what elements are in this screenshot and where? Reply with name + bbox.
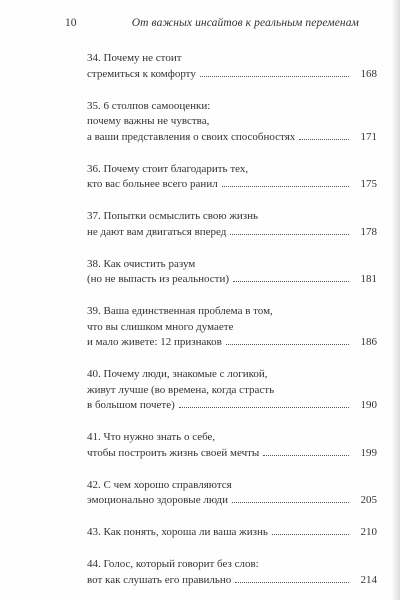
- dot-leader: [299, 139, 349, 140]
- toc-entry: [87, 367, 377, 414]
- toc-line: [87, 225, 377, 241]
- toc-line: [87, 557, 377, 573]
- toc-page-number: 175: [360, 178, 377, 190]
- toc-entry-title-line: 37. Попытки осмыслить свою жизнь: [87, 210, 259, 222]
- dot-leader: [272, 534, 349, 535]
- toc-entry: [87, 99, 377, 146]
- dot-leader: [263, 455, 349, 456]
- toc-line: [87, 209, 377, 225]
- dot-leader: [200, 76, 349, 77]
- toc-entry: [87, 304, 377, 351]
- toc-line: [87, 573, 377, 589]
- toc-entry-title-line: стремиться к комфорту: [87, 67, 196, 80]
- toc-page-number: 199: [360, 446, 377, 459]
- toc-entry: [87, 430, 377, 461]
- toc-line: [87, 493, 377, 509]
- toc-entry-title-line: живут лучше (во времена, когда страсть: [87, 383, 275, 396]
- toc-entry-title-line: не дают вам двигаться вперед: [87, 225, 227, 238]
- toc-line: [87, 383, 377, 399]
- toc-line: [87, 67, 377, 83]
- toc-entry-title-line: и мало живете: 12 признаков: [87, 336, 222, 348]
- table-of-contents: [87, 51, 377, 605]
- toc-line: [87, 446, 377, 462]
- toc-entry-title-line: 38. Как очистить разум: [87, 257, 196, 270]
- toc-page-number: 205: [360, 494, 377, 506]
- toc-entry-title-line: кто вас больнее всего ранил: [87, 178, 218, 190]
- dot-leader: [222, 186, 349, 187]
- toc-entry-title-line: эмоционально здоровые люди: [87, 494, 228, 506]
- toc-entry-title-line: 40. Почему люди, знакомые с логикой,: [87, 368, 268, 380]
- toc-line: [87, 430, 377, 446]
- toc-entry: [87, 257, 377, 288]
- toc-entry-title-line: 36. Почему стоит благодарить тех,: [87, 162, 249, 175]
- toc-line: [87, 177, 377, 193]
- page-number: 10: [65, 17, 77, 29]
- toc-entry-title-line: чтобы построить жизнь своей мечты: [87, 446, 260, 459]
- toc-entry-title-line: 34. Почему не стоит: [87, 52, 182, 64]
- toc-entry: [87, 525, 377, 541]
- toc-line: [87, 478, 377, 494]
- toc-entry-title-line: в большом почете): [87, 399, 175, 411]
- toc-entry-title-line: что вы слишком много думаете: [87, 320, 234, 333]
- toc-line: [87, 130, 377, 146]
- toc-line: [87, 398, 377, 414]
- toc-entry: [87, 557, 377, 588]
- toc-entry: [87, 209, 377, 240]
- toc-entry: [87, 478, 377, 509]
- running-title: От важных инсайтов к реальным переменам: [131, 17, 359, 29]
- toc-entry-title-line: вот как слушать его правильно: [87, 573, 232, 586]
- toc-line: [87, 335, 377, 351]
- toc-line: [87, 257, 377, 273]
- toc-line: [87, 272, 377, 288]
- toc-entry-title-line: 43. Как понять, хороша ли ваша жизнь: [87, 526, 268, 538]
- toc-page-number: 181: [360, 273, 377, 285]
- dot-leader: [232, 502, 349, 503]
- toc-page-number: 210: [360, 526, 377, 538]
- toc-page-number: 168: [360, 67, 377, 80]
- page-header: [65, 17, 365, 33]
- toc-line: [87, 525, 377, 541]
- toc-page-number: 178: [360, 225, 377, 238]
- toc-entry-title-line: почему важны не чувства,: [87, 115, 210, 127]
- toc-page-number: 171: [360, 130, 377, 143]
- toc-entry-title-line: 39. Ваша единственная проблема в том,: [87, 305, 273, 317]
- toc-line: [87, 304, 377, 320]
- toc-entry: [87, 162, 377, 193]
- dot-leader: [226, 344, 349, 345]
- toc-line: [87, 367, 377, 383]
- dot-leader: [179, 407, 349, 408]
- toc-entry: [87, 51, 377, 82]
- toc-entry-title-line: 42. С чем хорошо справляются: [87, 478, 232, 491]
- toc-entry-title-line: а ваши представления о своих способностях: [87, 130, 296, 143]
- toc-entry-title-line: 44. Голос, который говорит без слов:: [87, 558, 259, 570]
- toc-entry-title-line: 35. 6 столпов самооценки:: [87, 99, 211, 112]
- toc-entry-title-line: 41. Что нужно знать о себе,: [87, 431, 216, 443]
- dot-leader: [235, 582, 349, 583]
- toc-line: [87, 114, 377, 130]
- toc-line: [87, 51, 377, 67]
- page-edge-shadow: [391, 0, 400, 600]
- toc-line: [87, 99, 377, 115]
- toc-page-number: 190: [360, 399, 377, 411]
- toc-line: [87, 162, 377, 178]
- toc-page-number: 186: [360, 336, 377, 348]
- toc-entry-title-line: (но не выпасть из реальности): [87, 273, 230, 285]
- dot-leader: [230, 234, 349, 235]
- toc-line: [87, 320, 377, 336]
- dot-leader: [233, 281, 349, 282]
- toc-page-number: 214: [360, 573, 377, 586]
